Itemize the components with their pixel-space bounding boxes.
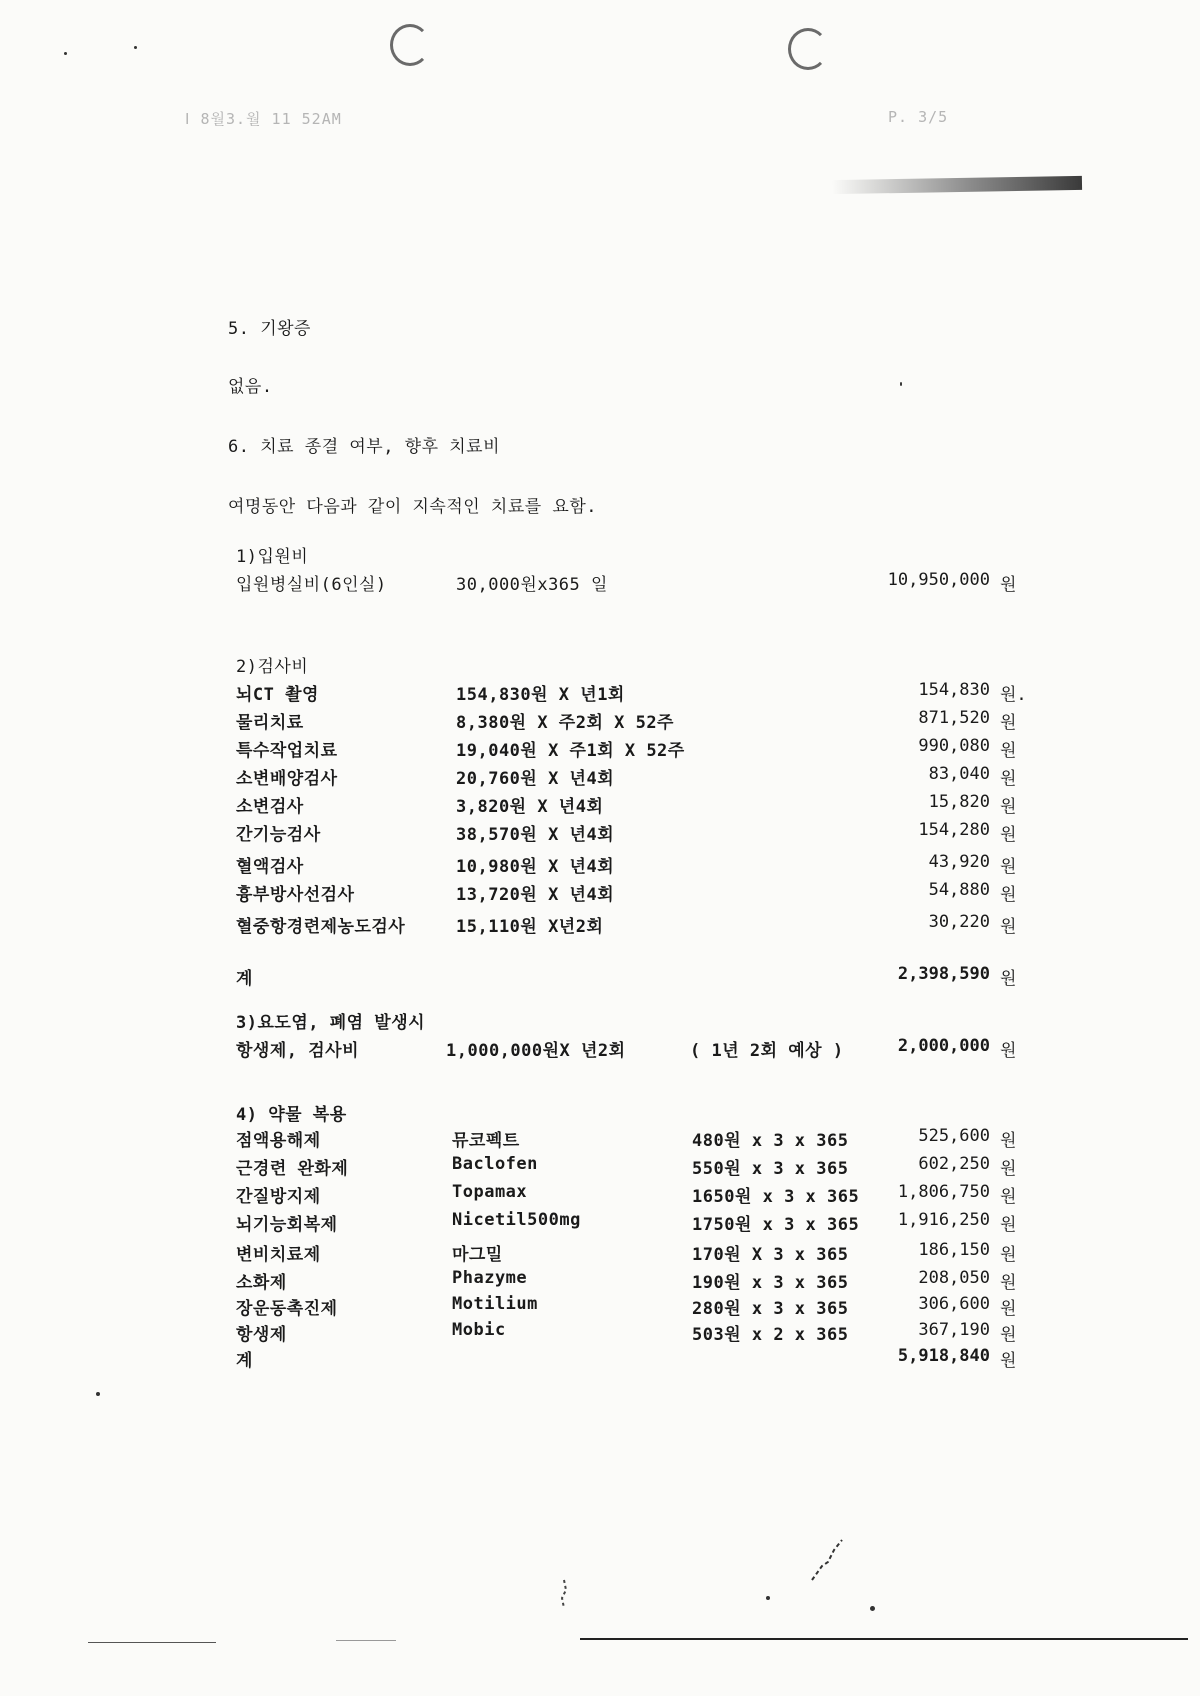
test-item: 혈액검사	[236, 857, 304, 877]
drug-name: 마그밀	[452, 1245, 503, 1265]
test-unit: 원	[1000, 769, 1017, 789]
tests-total-amount: 2,398,590	[897, 964, 990, 984]
drug-formula: 503원 x 2 x 365	[692, 1325, 849, 1345]
speck	[64, 52, 67, 55]
drug-formula: 170원 X 3 x 365	[692, 1245, 849, 1265]
test-amount: 871,520	[918, 708, 990, 728]
drug-formula: 190원 x 3 x 365	[692, 1273, 849, 1293]
drug-formula: 480원 x 3 x 365	[692, 1131, 849, 1151]
drug-formula: 550원 x 3 x 365	[692, 1159, 849, 1179]
section-5-body: 없음.	[228, 377, 273, 397]
drug-unit: 원	[1000, 1245, 1017, 1265]
test-formula: 8,380원 X 주2회 X 52주	[456, 713, 674, 733]
drug-unit: 원	[1000, 1325, 1017, 1345]
test-formula: 10,980원 X 년4회	[456, 857, 615, 877]
test-amount: 83,040	[928, 764, 990, 784]
test-formula: 19,040원 X 주1회 X 52주	[456, 741, 685, 761]
punch-hole-right	[788, 28, 828, 70]
drug-formula: 1650원 x 3 x 365	[692, 1187, 860, 1207]
test-amount: 30,220	[928, 912, 990, 932]
drug-item: 항생제	[236, 1325, 287, 1345]
admission-formula: 30,000원x365 일	[456, 575, 608, 595]
drug-formula: 1750원 x 3 x 365	[692, 1215, 860, 1235]
fax-header-left: Ⅰ 8월3.월 11 52AM	[185, 110, 342, 128]
test-unit: 원	[1000, 825, 1017, 845]
test-item: 혈중항경련제농도검사	[236, 917, 406, 937]
drug-item: 소화제	[236, 1273, 287, 1293]
section-5-title: 5. 기왕증	[228, 319, 311, 339]
drug-name: Nicetil500mg	[452, 1210, 581, 1230]
pen-mark	[808, 1536, 848, 1586]
drug-amount: 306,600	[918, 1294, 990, 1314]
drug-name: Topamax	[452, 1182, 528, 1202]
test-formula: 38,570원 X 년4회	[456, 825, 615, 845]
drugs-total-amount: 5,918,840	[897, 1346, 990, 1366]
infection-formula: 1,000,000원X 년2회	[446, 1041, 626, 1061]
speck	[96, 1392, 100, 1396]
drug-amount: 367,190	[918, 1320, 990, 1340]
drugs-total-unit: 원	[1000, 1351, 1017, 1371]
scan-noise-bar	[832, 176, 1082, 194]
drug-amount: 186,150	[918, 1240, 990, 1260]
drug-amount: 525,600	[918, 1126, 990, 1146]
drug-name: Phazyme	[452, 1268, 528, 1288]
test-amount: 15,820	[928, 792, 990, 812]
speck	[900, 382, 902, 386]
drug-name: Baclofen	[452, 1154, 538, 1174]
admission-item: 입원병실비(6인실)	[236, 575, 387, 595]
drug-amount: 1,806,750	[897, 1182, 990, 1202]
speck	[766, 1596, 770, 1600]
test-formula: 15,110원 X년2회	[456, 917, 604, 937]
admission-unit: 원	[1000, 575, 1017, 595]
punch-hole-left	[390, 24, 430, 66]
drug-unit: 원	[1000, 1187, 1017, 1207]
infection-note: ( 1년 2회 예상 )	[690, 1041, 844, 1061]
pen-mark	[556, 1578, 572, 1612]
speck	[134, 46, 137, 49]
test-formula: 13,720원 X 년4회	[456, 885, 615, 905]
test-formula: 154,830원 X 년1회	[456, 685, 625, 705]
footer-line-left	[88, 1642, 216, 1643]
drug-amount: 208,050	[918, 1268, 990, 1288]
drug-item: 근경련 완화제	[236, 1159, 349, 1179]
tests-total-label: 계	[236, 969, 253, 989]
test-unit: 원	[1000, 857, 1017, 877]
drugs-heading: 4) 약물 복용	[236, 1105, 347, 1125]
drug-name: Motilium	[452, 1294, 538, 1314]
test-item: 물리치료	[236, 713, 304, 733]
test-item: 소변검사	[236, 797, 304, 817]
admission-amount: 10,950,000	[887, 570, 990, 590]
infection-unit: 원	[1000, 1041, 1017, 1061]
drug-unit: 원	[1000, 1159, 1017, 1179]
speck	[870, 1606, 875, 1611]
test-amount: 990,080	[918, 736, 990, 756]
drug-item: 변비치료제	[236, 1245, 321, 1265]
drug-formula: 280원 x 3 x 365	[692, 1299, 849, 1319]
drug-item: 장운동촉진제	[236, 1299, 338, 1319]
drug-item: 간질방지제	[236, 1187, 321, 1207]
test-item: 간기능검사	[236, 825, 321, 845]
infection-amount: 2,000,000	[897, 1036, 990, 1056]
drug-unit: 원	[1000, 1131, 1017, 1151]
test-item: 흉부방사선검사	[236, 885, 355, 905]
fax-header-right: P. 3/5	[888, 108, 949, 126]
drug-unit: 원	[1000, 1273, 1017, 1293]
infection-heading: 3)요도염, 폐염 발생시	[236, 1013, 426, 1033]
drug-name: Mobic	[452, 1320, 506, 1340]
admission-heading: 1)입원비	[236, 547, 309, 567]
test-formula: 3,820원 X 년4회	[456, 797, 604, 817]
footer-line-mid	[336, 1640, 396, 1641]
test-amount: 54,880	[928, 880, 990, 900]
drug-item: 점액용해제	[236, 1131, 321, 1151]
test-unit: 원.	[1000, 685, 1027, 705]
tests-heading: 2)검사비	[236, 657, 309, 677]
test-amount: 43,920	[928, 852, 990, 872]
test-amount: 154,830	[918, 680, 990, 700]
test-unit: 원	[1000, 741, 1017, 761]
test-item: 특수작업치료	[236, 741, 338, 761]
test-unit: 원	[1000, 713, 1017, 733]
drug-unit: 원	[1000, 1299, 1017, 1319]
test-item: 소변배양검사	[236, 769, 338, 789]
test-unit: 원	[1000, 885, 1017, 905]
drug-amount: 602,250	[918, 1154, 990, 1174]
section-6-intro: 여명동안 다음과 같이 지속적인 치료를 요함.	[228, 497, 598, 517]
test-amount: 154,280	[918, 820, 990, 840]
tests-total-unit: 원	[1000, 969, 1017, 989]
drug-name: 뮤코펙트	[452, 1131, 520, 1151]
section-6-title: 6. 치료 종결 여부, 향후 치료비	[228, 437, 501, 457]
test-unit: 원	[1000, 797, 1017, 817]
drug-item: 뇌기능회복제	[236, 1215, 338, 1235]
drug-unit: 원	[1000, 1215, 1017, 1235]
test-unit: 원	[1000, 917, 1017, 937]
test-item: 뇌CT 촬영	[236, 685, 319, 705]
footer-line-right	[580, 1638, 1188, 1640]
drug-amount: 1,916,250	[897, 1210, 990, 1230]
test-formula: 20,760원 X 년4회	[456, 769, 615, 789]
drugs-total-label: 계	[236, 1351, 253, 1371]
infection-item: 항생제, 검사비	[236, 1041, 360, 1061]
